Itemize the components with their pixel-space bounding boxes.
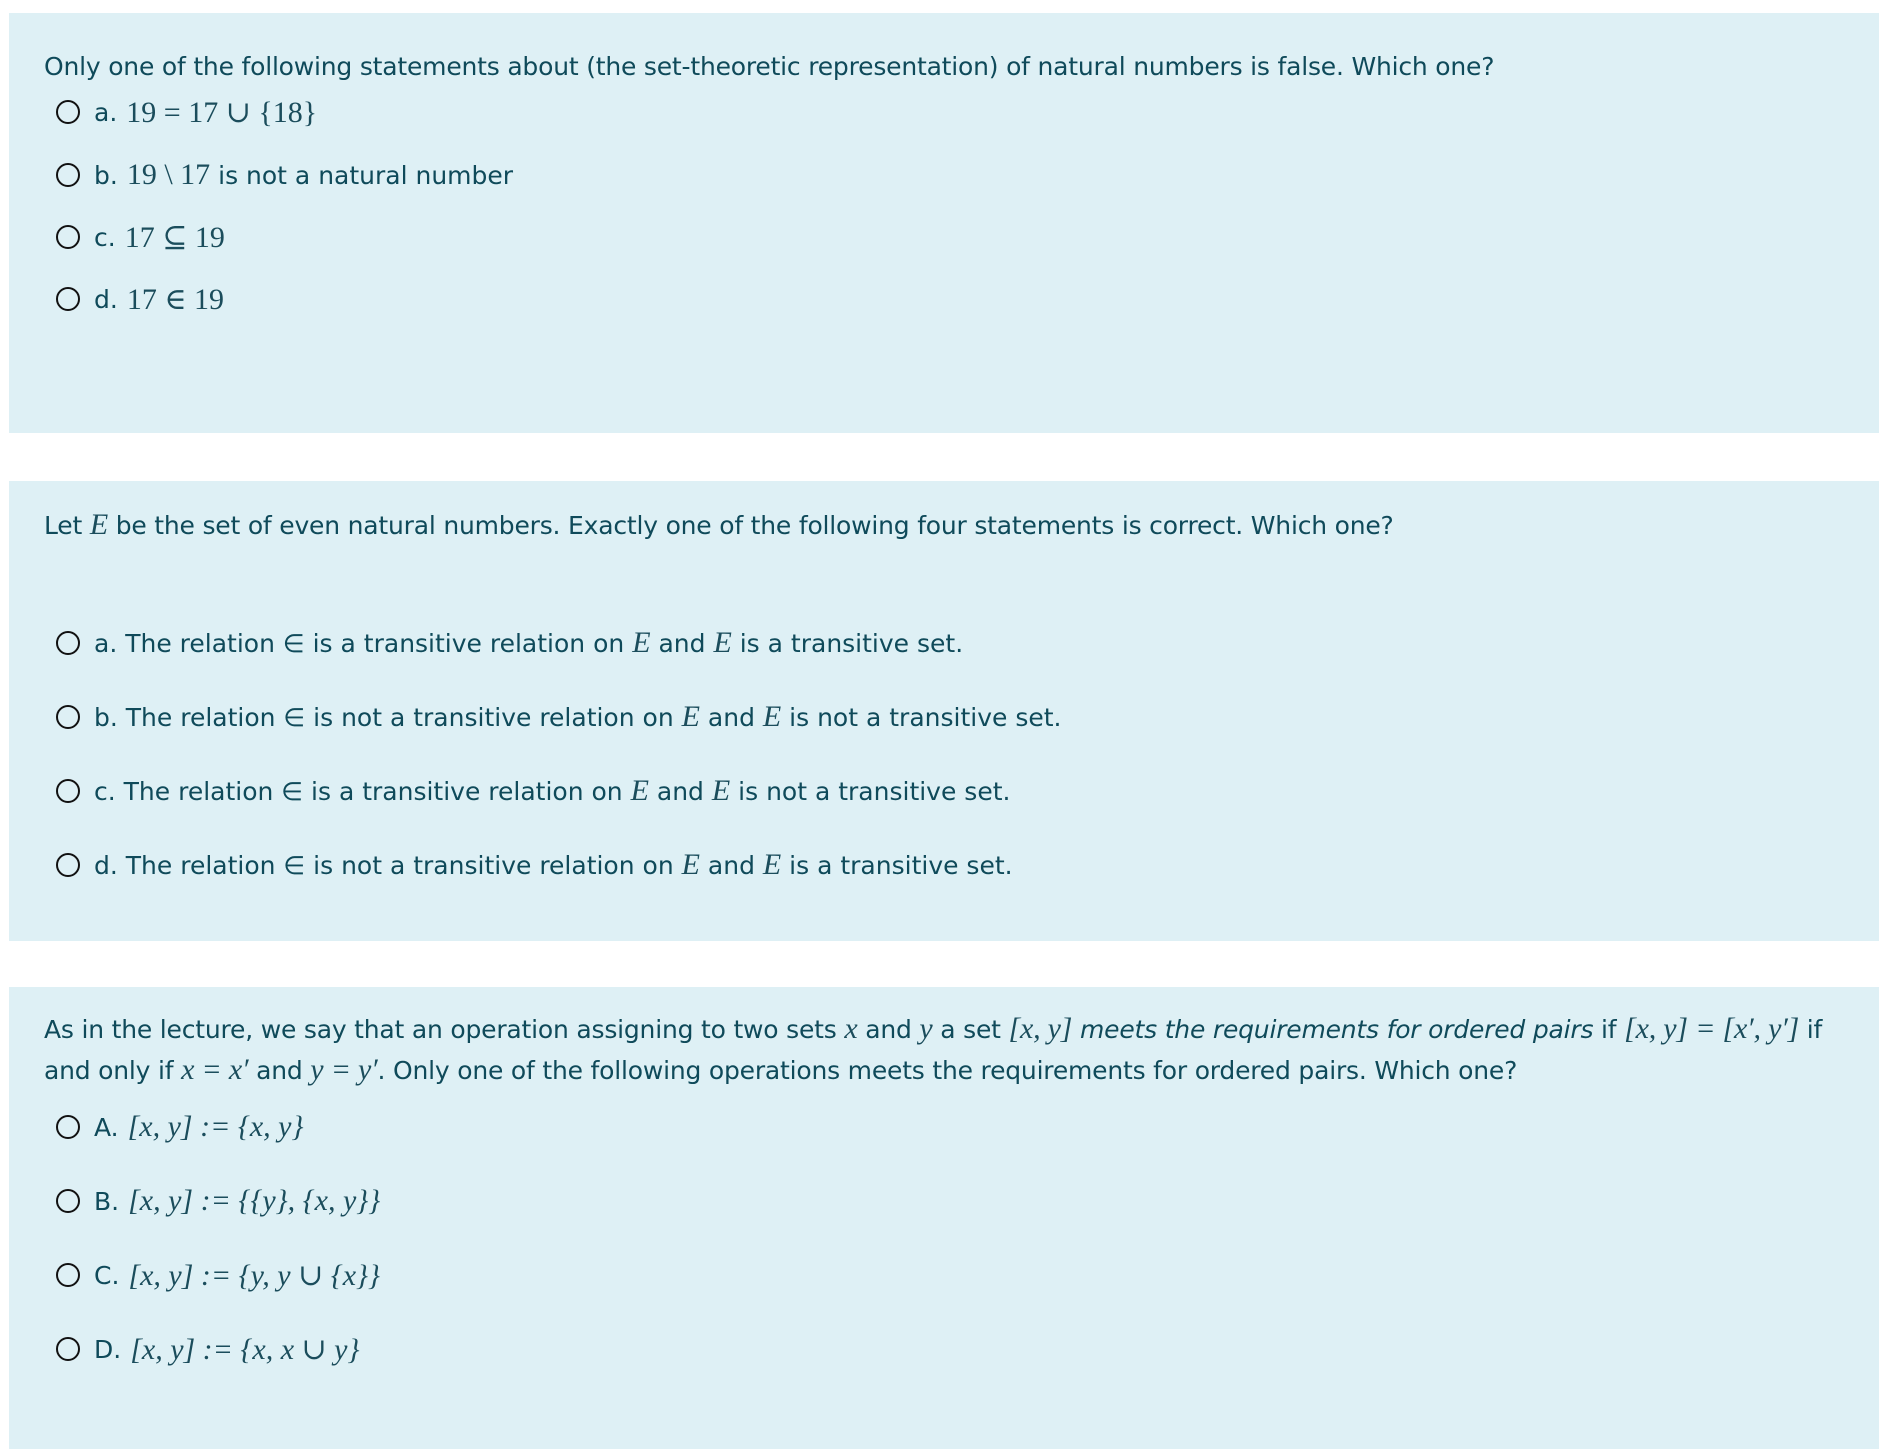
prompt-math: x	[844, 1012, 858, 1045]
option-text: and	[650, 628, 714, 658]
question-2-option-c[interactable]	[56, 771, 1010, 811]
option-text: is not a transitive set.	[781, 702, 1062, 732]
question-2-option-b[interactable]	[56, 697, 1061, 737]
prompt-text: . Only one of the following operations meets the requirements for ordered pairs. Which one?	[377, 1056, 1518, 1085]
radio-button[interactable]	[56, 225, 80, 249]
prompt-math: [x, y]	[1008, 1012, 1073, 1045]
option-math: 19 \ 17	[126, 158, 211, 191]
option-variable: E	[630, 774, 649, 807]
question-1-option-c[interactable]	[56, 217, 225, 257]
question-3-option-b[interactable]	[56, 1181, 380, 1221]
option-text: is a transitive set.	[731, 628, 964, 658]
prompt-text: a set	[932, 1015, 1009, 1044]
prompt-variable: E	[89, 508, 108, 541]
question-card-3	[9, 987, 1879, 1449]
option-variable: E	[711, 774, 731, 807]
radio-button[interactable]	[56, 1115, 80, 1139]
option-variable: E	[681, 848, 700, 881]
option-text: and	[648, 776, 712, 806]
question-2-option-a[interactable]	[56, 623, 963, 663]
prompt-text: and	[857, 1015, 920, 1044]
question-1-option-b[interactable]	[56, 155, 513, 195]
prompt-text: As in the lecture, we say that an operation assigning to two sets	[44, 1015, 845, 1044]
radio-button[interactable]	[56, 779, 80, 803]
question-3-option-d[interactable]	[56, 1329, 360, 1369]
radio-button[interactable]	[56, 631, 80, 655]
option-letter: a.	[94, 97, 118, 127]
option-text: is a transitive set.	[781, 850, 1013, 880]
prompt-text: be the set of even natural numbers. Exactly one of the following four statements is correct. Which one?	[107, 511, 1394, 540]
prompt-text: if	[1593, 1015, 1625, 1044]
option-text: is not a transitive set.	[730, 776, 1011, 806]
option-math: 17 ⊆ 19	[124, 220, 225, 254]
option-letter: B.	[94, 1186, 120, 1216]
option-text: and	[699, 702, 763, 732]
question-3-prompt	[44, 1009, 1843, 1091]
option-letter: c.	[94, 776, 116, 806]
option-variable: E	[762, 700, 782, 733]
option-letter: d.	[94, 284, 118, 314]
option-letter: a.	[94, 628, 118, 658]
option-variable: E	[632, 626, 651, 659]
prompt-math: y = y′	[310, 1053, 378, 1086]
prompt-math: x = x′	[181, 1053, 249, 1086]
prompt-math: [x, y] = [x′, y′]	[1624, 1012, 1800, 1045]
option-text: The relation ∈ is a transitive relation on	[117, 628, 633, 658]
question-3-option-a[interactable]	[56, 1107, 303, 1147]
question-2-option-d[interactable]	[56, 845, 1013, 885]
option-letter: C.	[94, 1260, 120, 1290]
option-variable: E	[713, 626, 732, 659]
question-2-prompt	[44, 505, 1843, 546]
option-math: [x, y] := {y, y ∪ {x}}	[128, 1258, 381, 1292]
question-card-1	[9, 13, 1879, 433]
option-letter: b.	[94, 702, 118, 732]
radio-button[interactable]	[56, 1189, 80, 1213]
option-variable: E	[681, 700, 700, 733]
option-math: [x, y] := {x, y}	[127, 1110, 304, 1143]
prompt-emphasis: meets the requirements for ordered pairs	[1072, 1015, 1594, 1044]
question-3-option-c[interactable]	[56, 1255, 380, 1295]
question-1-option-a[interactable]	[56, 92, 317, 132]
question-1-option-d[interactable]	[56, 279, 224, 319]
prompt-text: and	[248, 1056, 311, 1085]
option-math: 19 = 17 ∪ {18}	[126, 95, 318, 129]
option-math: 17 ∈ 19	[126, 282, 225, 316]
option-text: is not a natural number	[210, 160, 514, 190]
option-math: [x, y] := {x, x ∪ y}	[130, 1332, 360, 1366]
question-card-2	[9, 481, 1879, 941]
option-variable: E	[762, 848, 782, 881]
option-text: The relation ∈ is not a transitive relation on	[117, 850, 682, 880]
option-letter: d.	[94, 850, 118, 880]
radio-button[interactable]	[56, 1337, 80, 1361]
prompt-text: if and only if	[44, 1015, 1823, 1085]
option-math: [x, y] := {{y}, {x, y}}	[128, 1184, 381, 1217]
option-text: The relation ∈ is a transitive relation on	[115, 776, 631, 806]
radio-button[interactable]	[56, 853, 80, 877]
radio-button[interactable]	[56, 100, 80, 124]
option-letter: b.	[94, 160, 118, 190]
radio-button[interactable]	[56, 1263, 80, 1287]
radio-button[interactable]	[56, 705, 80, 729]
radio-button[interactable]	[56, 287, 80, 311]
option-text: The relation ∈ is not a transitive relation on	[117, 702, 682, 732]
option-text: and	[699, 850, 763, 880]
option-letter: c.	[94, 222, 116, 252]
question-1-prompt: Only one of the following statements about (the set-theoretic representation) of natural numbers is false. Which one?	[44, 52, 1495, 81]
prompt-text: Let	[44, 511, 90, 540]
option-letter: A.	[94, 1112, 119, 1142]
option-letter: D.	[94, 1334, 122, 1364]
radio-button[interactable]	[56, 163, 80, 187]
prompt-math: y	[919, 1012, 933, 1045]
